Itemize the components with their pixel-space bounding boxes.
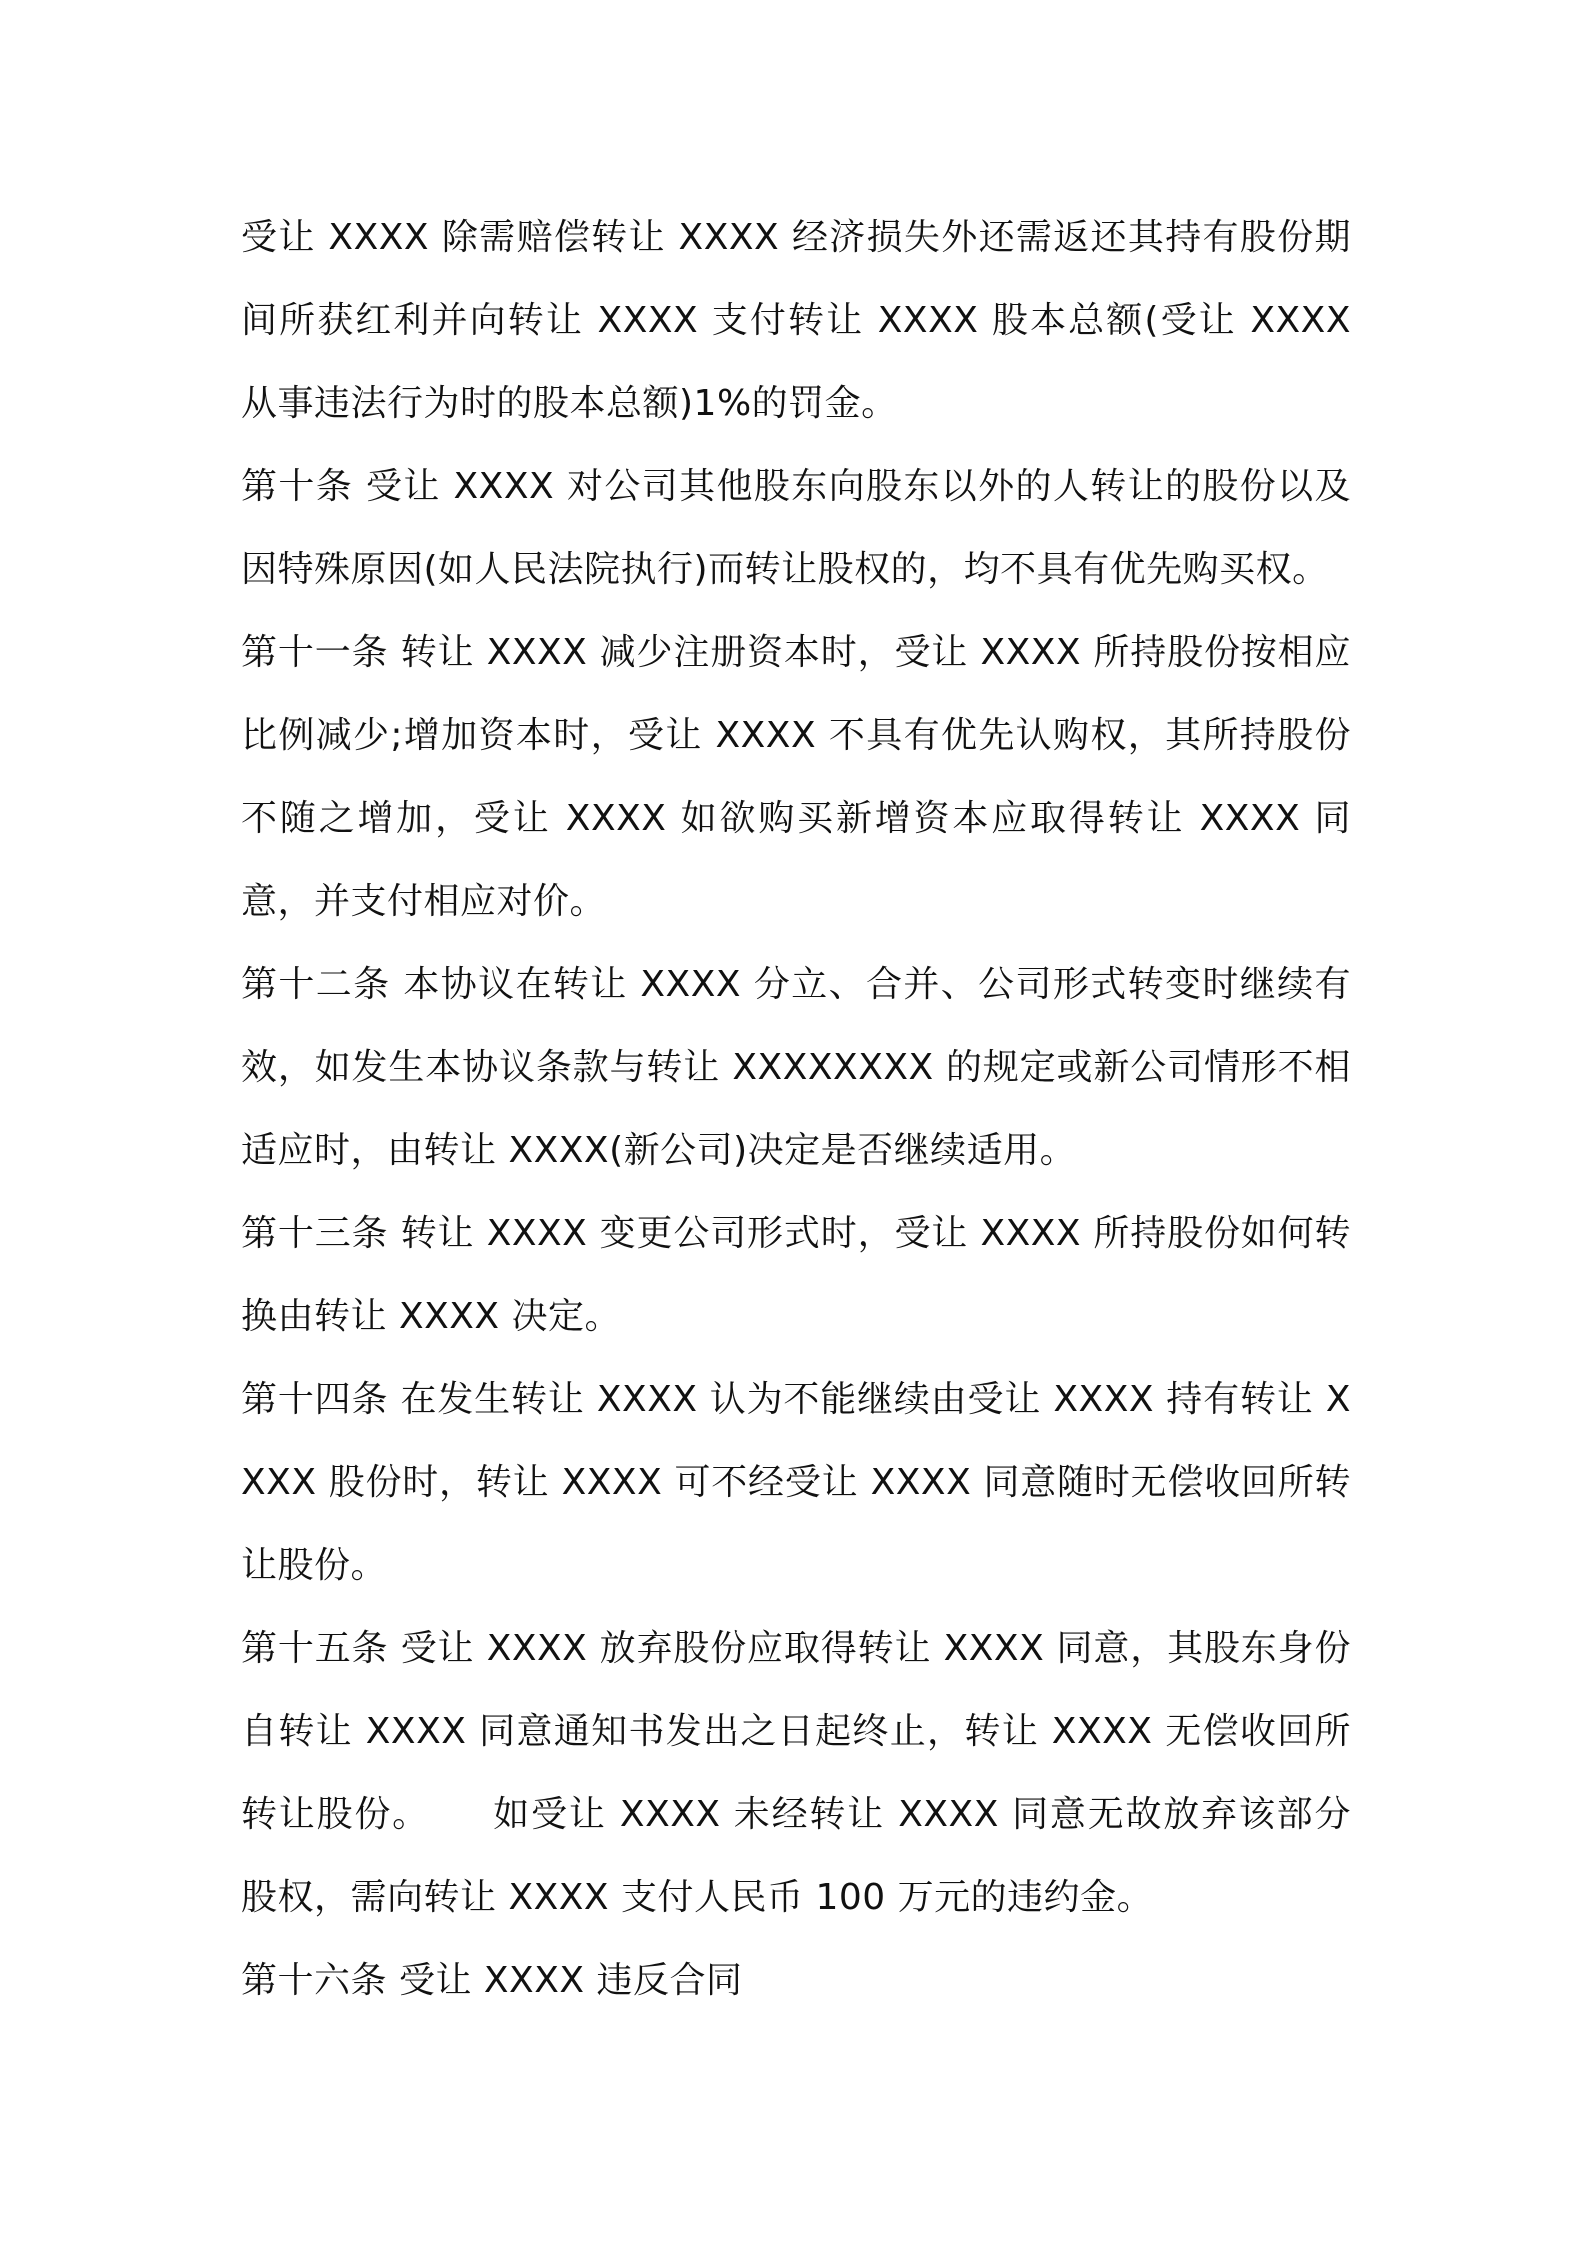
paragraph-article-14: 第十四条 在发生转让 XXXX 认为不能继续由受让 XXXX 持有转让 XXXX 股份时，转让 XXXX 可不经受让 XXXX 同意随时无偿收回所转让股份。 — [241, 1379, 1351, 1586]
paragraph-article-16: 第十六条 受让 XXXX 违反合同 — [241, 1960, 743, 2001]
paragraph-penalty-clause: 受让 XXXX 除需赔偿转让 XXXX 经济损失外还需返还其持有股份期间所获红利并向转让 XXXX 支付转让 XXXX 股本总额(受让 XXXX 从事违法行为时的股本总额)1%的罚金。 — [241, 217, 1351, 424]
paragraph-article-15 — [241, 1607, 1351, 1939]
paragraph-article-13: 第十三条 转让 XXXX 变更公司形式时，受让 XXXX 所持股份如何转换由转让 XXXX 决定。 — [241, 1213, 1351, 1337]
document-body — [241, 196, 1351, 2022]
article-15-continuation: 如受让 XXXX 未经转让 XXXX 同意无故放弃该部分股权，需向转让 XXXX 支付人民币 100 万元的违约金。 — [241, 1794, 1351, 1918]
article-15-text: 第十五条 受让 XXXX 放弃股份应取得转让 XXXX 同意，其股东身份自转让 XXXX 同意通知书发出之日起终止，转让 XXXX 无偿收回所转让股份。 — [241, 1628, 1351, 1835]
paragraph-article-12: 第十二条 本协议在转让 XXXX 分立、合并、公司形式转变时继续有效，如发生本协议条款与转让 XXXXXXXX 的规定或新公司情形不相适应时，由转让 XXXX(新公司)决定是否继续适用。 — [241, 964, 1351, 1171]
paragraph-article-10: 第十条 受让 XXXX 对公司其他股东向股东以外的人转让的股份以及因特殊原因(如人民法院执行)而转让股权的，均不具有优先购买权。 — [241, 466, 1351, 590]
paragraph-article-11: 第十一条 转让 XXXX 减少注册资本时，受让 XXXX 所持股份按相应比例减少;增加资本时，受让 XXXX 不具有优先认购权，其所持股份不随之增加，受让 XXXX 如欲购买新增资本应取得转让 XXXX 同意，并支付相应对价。 — [241, 632, 1351, 922]
